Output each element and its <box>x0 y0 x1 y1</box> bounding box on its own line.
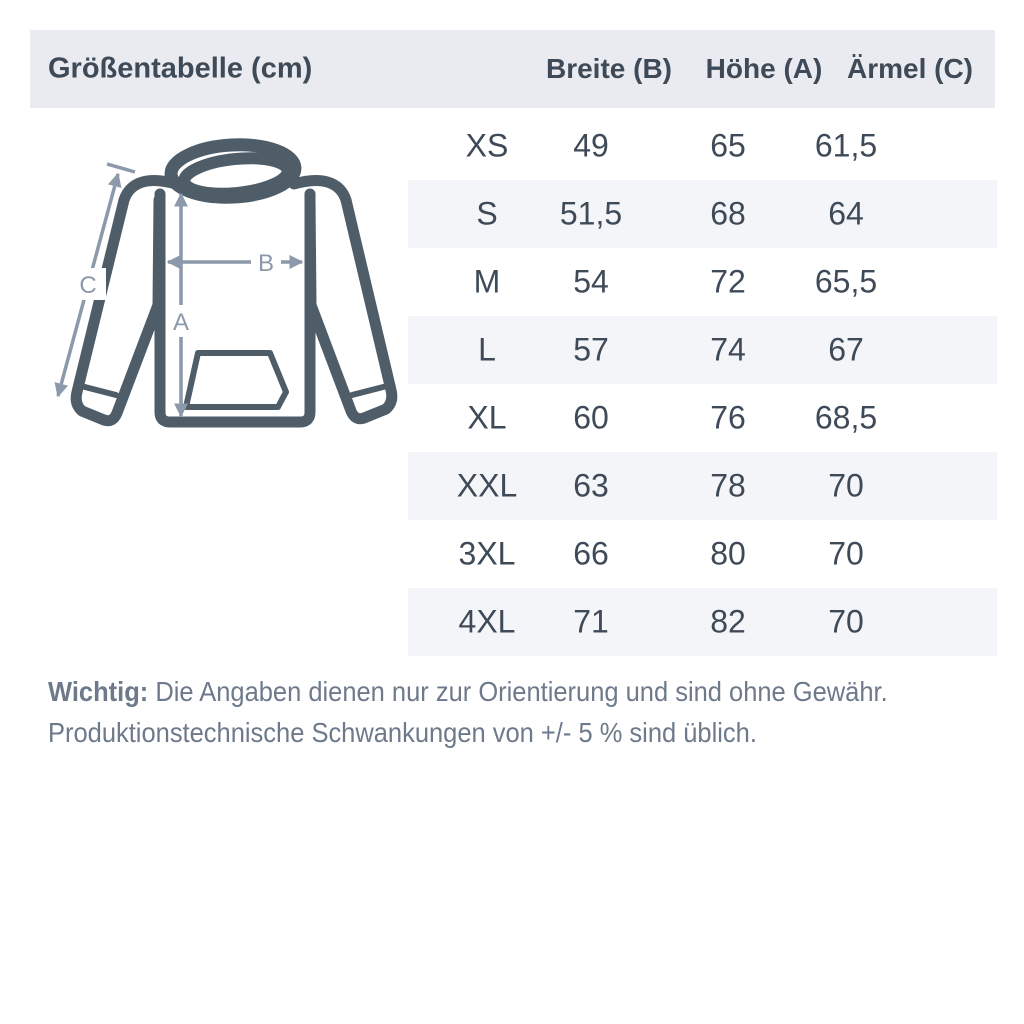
hoehe-cell: 82 <box>710 603 746 640</box>
aermel-cell: 70 <box>828 467 864 504</box>
breite-cell: 49 <box>573 127 609 164</box>
table-row <box>408 180 997 248</box>
measure-label-c: C <box>79 272 97 299</box>
table-row <box>408 452 997 520</box>
hoodie-measurement-diagram <box>30 120 430 460</box>
aermel-cell: 61,5 <box>814 127 878 164</box>
aermel-cell: 67 <box>828 331 864 368</box>
aermel-cell: 70 <box>828 603 864 640</box>
hoehe-cell: 80 <box>710 535 746 572</box>
breite-cell: 63 <box>573 467 609 504</box>
measure-label-b: B <box>257 250 275 277</box>
size-cell: S <box>476 195 498 232</box>
hoodie-pocket <box>186 353 286 407</box>
size-table-title: Größentabelle (cm) <box>48 52 313 85</box>
size-cell: M <box>473 263 501 300</box>
aermel-cell: 70 <box>828 535 864 572</box>
breite-cell: 60 <box>573 399 609 436</box>
size-cell: L <box>478 331 496 368</box>
hoehe-cell: 72 <box>710 263 746 300</box>
size-table-header-band <box>30 30 995 108</box>
breite-cell: 66 <box>573 535 609 572</box>
breite-cell: 54 <box>573 263 609 300</box>
hoehe-cell: 76 <box>710 399 746 436</box>
column-header-hoehe: Höhe (A) <box>705 53 823 84</box>
size-cell: 4XL <box>458 603 516 640</box>
hoehe-cell: 74 <box>710 331 746 368</box>
table-row <box>408 384 997 452</box>
table-row <box>408 112 997 180</box>
table-row <box>408 520 997 588</box>
column-header-breite: Breite (B) <box>545 53 673 84</box>
hoehe-cell: 68 <box>710 195 746 232</box>
breite-cell: 71 <box>573 603 609 640</box>
hoehe-cell: 78 <box>710 467 746 504</box>
size-cell: XL <box>467 399 507 436</box>
column-header-aermel: Ärmel (C) <box>846 53 974 84</box>
size-table-rows <box>408 112 997 656</box>
disclaimer-important-label: Wichtig: <box>48 676 149 707</box>
table-row <box>408 588 997 656</box>
disclaimer <box>48 671 985 753</box>
aermel-cell: 64 <box>828 195 864 232</box>
breite-cell: 57 <box>573 331 609 368</box>
hoehe-cell: 65 <box>710 127 746 164</box>
table-row <box>408 316 997 384</box>
disclaimer-line-1: Wichtig: Die Angaben dienen nur zur Orientierung und sind ohne Gewähr. <box>48 676 888 707</box>
disclaimer-line-2: Produktionstechnische Schwankungen von +/- 5 % sind üblich. <box>48 717 757 748</box>
size-cell: XXL <box>456 467 518 504</box>
aermel-cell: 68,5 <box>814 399 878 436</box>
size-cell: XS <box>465 127 509 164</box>
aermel-cell: 65,5 <box>814 263 878 300</box>
measure-label-a: A <box>172 309 190 336</box>
size-cell: 3XL <box>458 535 516 572</box>
table-row <box>408 248 997 316</box>
breite-cell: 51,5 <box>559 195 623 232</box>
